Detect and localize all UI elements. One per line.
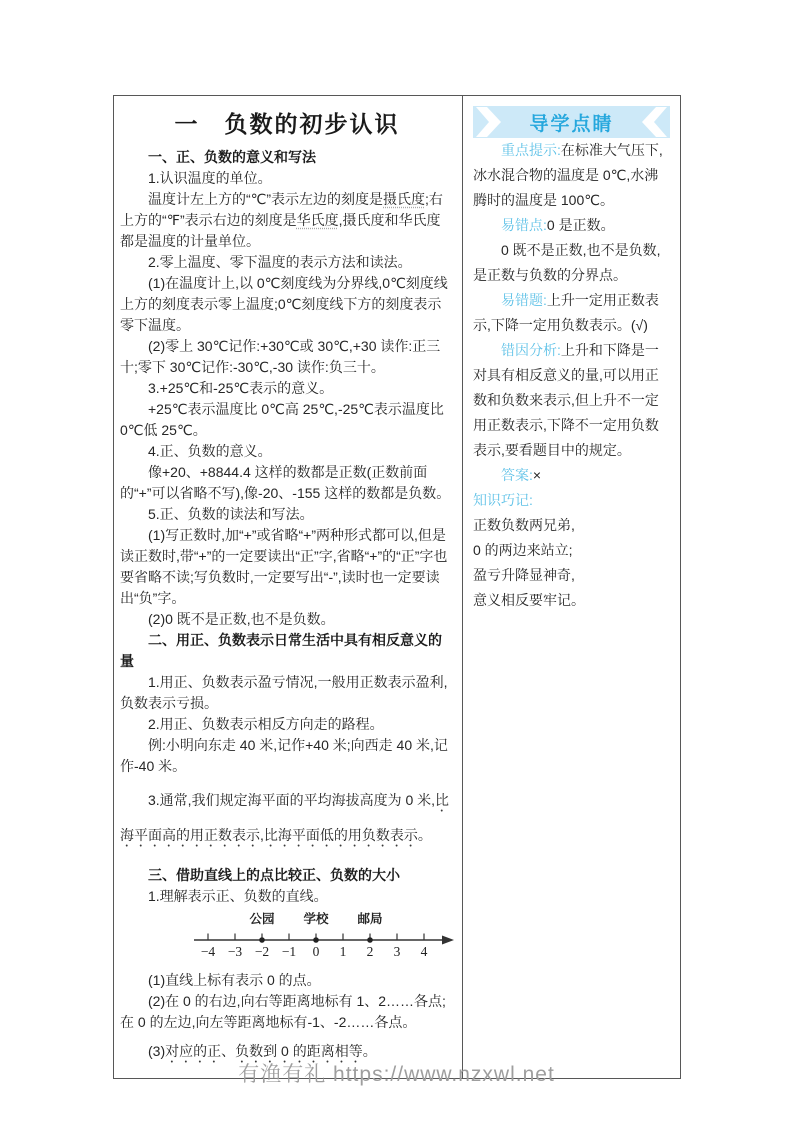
paragraph: (2)在 0 的右边,向右等距离地标有 1、2……各点;在 0 的左边,向左等距离地标有-1、-2……各点。 (120, 993, 446, 1030)
tricky-question-label: 易错题: (501, 292, 547, 308)
tick-label: −1 (281, 944, 297, 959)
error-point-label: 易错点: (501, 217, 547, 233)
paragraph: (2)0 既不是正数,也不是负数。 (148, 611, 335, 627)
sidebar-column (462, 96, 680, 1078)
point-post-office (367, 937, 373, 943)
tick-label: −4 (200, 944, 216, 959)
paragraph (120, 189, 454, 252)
banner-title: 导学点睛 (529, 113, 614, 135)
key-tip-text: 在标准大气压下,冰水混合物的温度是 0℃,水沸腾时的温度是 100℃。 (473, 142, 663, 208)
point-label: 邮局 (357, 912, 383, 926)
paragraph: 1.认识温度的单位。 (148, 170, 272, 186)
text-run: 温度计左上方的“℃”表示左边的刻度是 (148, 191, 384, 207)
banner-chevron-right-icon (641, 106, 667, 138)
text-run: ,摄氏度和华氏度都是温度的计量单位。 (120, 212, 441, 249)
error-point-explanation: 0 既不是正数,也不是负数,是正数与负数的分界点。 (473, 242, 661, 283)
guide-banner (473, 106, 670, 138)
paragraph: (1)写正数时,加“+”或省略“+”两种形式都可以,但是读正数时,带“+”的一定要读出“正”字,省略“+”的“正”字也要省略不读;写负数时,一定要写出“-”,读时也一定要读出“负”字。 (120, 527, 448, 606)
banner-chevron-left-icon (476, 106, 502, 138)
paragraph: 2.用正、负数表示相反方向走的路程。 (148, 716, 384, 732)
tick-label: 0 (312, 944, 320, 959)
mnemonic-line: 意义相反要牢记。 (473, 592, 585, 608)
answer-label: 答案: (501, 467, 533, 483)
page-title: 一 负数的初步认识 (174, 111, 400, 137)
error-analysis-label: 错因分析: (501, 342, 561, 358)
paragraph: (2)零上 30℃记作:+30℃或 30℃,+30 读作:正三十;零下 30℃记作:-30℃,-30 读作:负三十。 (120, 338, 441, 375)
error-point-block (473, 213, 672, 238)
paragraph: 2.零上温度、零下温度的表示方法和读法。 (148, 254, 412, 270)
watermark-footer: 有渔有礼 https://www.nzxwl.net (238, 1063, 555, 1086)
tick-label: 2 (366, 944, 374, 959)
text-run: (3) (148, 1043, 166, 1059)
paragraph: (1)在温度计上,以 0℃刻度线为分界线,0℃刻度线上方的刻度表示零上温度;0℃刻度线下方的刻度表示零下温度。 (120, 275, 448, 333)
point-park (259, 937, 265, 943)
tick-label: 3 (393, 944, 401, 959)
mnemonic-label: 知识巧记: (473, 492, 533, 508)
section-heading-3: 三、借助直线上的点比较正、负数的大小 (148, 867, 400, 883)
paragraph: 3.+25℃和-25℃表示的意义。 (148, 380, 334, 396)
key-tip-label: 重点提示: (501, 142, 561, 158)
emphasized-text: 对应的正、负数到 0 的距离相等。 (165, 1043, 377, 1059)
content-table (113, 95, 681, 1079)
paragraph: +25℃表示温度比 0℃高 25℃,-25℃表示温度比 0℃低 25℃。 (120, 401, 444, 438)
tick-label: −3 (227, 944, 243, 959)
paragraph: 4.正、负数的意义。 (148, 443, 272, 459)
key-term: 摄氏度 (383, 191, 426, 207)
tricky-question-block (473, 288, 672, 338)
emphasized-text: 比海平面高的用正数表示,比海平面低的用负数表示。 (120, 792, 450, 843)
point-label: 公园 (249, 912, 275, 926)
section-heading-2: 二、用正、负数表示日常生活中具有相反意义的量 (120, 632, 442, 669)
section-heading-1: 一、正、负数的意义和写法 (148, 149, 316, 165)
number-line (192, 910, 456, 962)
number-line-figure (192, 910, 454, 967)
paragraph: (1)直线上标有表示 0 的点。 (148, 972, 321, 988)
key-term: 华氏度 (296, 212, 339, 228)
text-run: ;右上方的“℉”表示右边的刻度是 (120, 191, 443, 228)
tricky-question-text: 上升一定用正数表示,下降一定用负数表示。(√) (473, 292, 659, 333)
paragraph: 例:小明向东走 40 米,记作+40 米;向西走 40 米,记作-40 米。 (120, 737, 448, 774)
point-label: 学校 (303, 912, 329, 926)
point-school (313, 937, 319, 943)
paragraph: 像+20、+8844.4 这样的数都是正数(正数前面的“+”可以省略不写),像-20、-155 这样的数都是负数。 (120, 464, 451, 501)
tick-label: −2 (254, 944, 270, 959)
paragraph: 1.理解表示正、负数的直线。 (148, 888, 328, 904)
paragraph (120, 783, 454, 853)
error-analysis-block (473, 338, 672, 463)
error-analysis-text: 上升和下降是一对具有相反意义的量,可以用正数和负数来表示,但上升不一定用正数表示,下降不一定用负数表示,要看题目中的规定。 (473, 342, 659, 458)
paragraph: 5.正、负数的读法和写法。 (148, 506, 314, 522)
mnemonic-line: 0 的两边来站立; (473, 542, 573, 558)
key-tip-block (473, 138, 672, 213)
error-point-text: 0 是正数。 (546, 217, 615, 233)
main-column (114, 96, 462, 1078)
answer-text: × (532, 467, 542, 483)
mnemonic-line: 正数负数两兄弟, (473, 517, 575, 533)
text-run: 3.通常,我们规定海平面的平均海拔高度为 0 米, (148, 792, 436, 808)
tick-label: 1 (339, 944, 347, 959)
mnemonic-line: 盈亏升降显神奇, (473, 567, 575, 583)
paragraph: 1.用正、负数表示盈亏情况,一般用正数表示盈利,负数表示亏损。 (120, 674, 448, 711)
arrowhead-icon (442, 936, 454, 945)
tick-label: 4 (420, 944, 428, 959)
answer-block (473, 463, 672, 488)
